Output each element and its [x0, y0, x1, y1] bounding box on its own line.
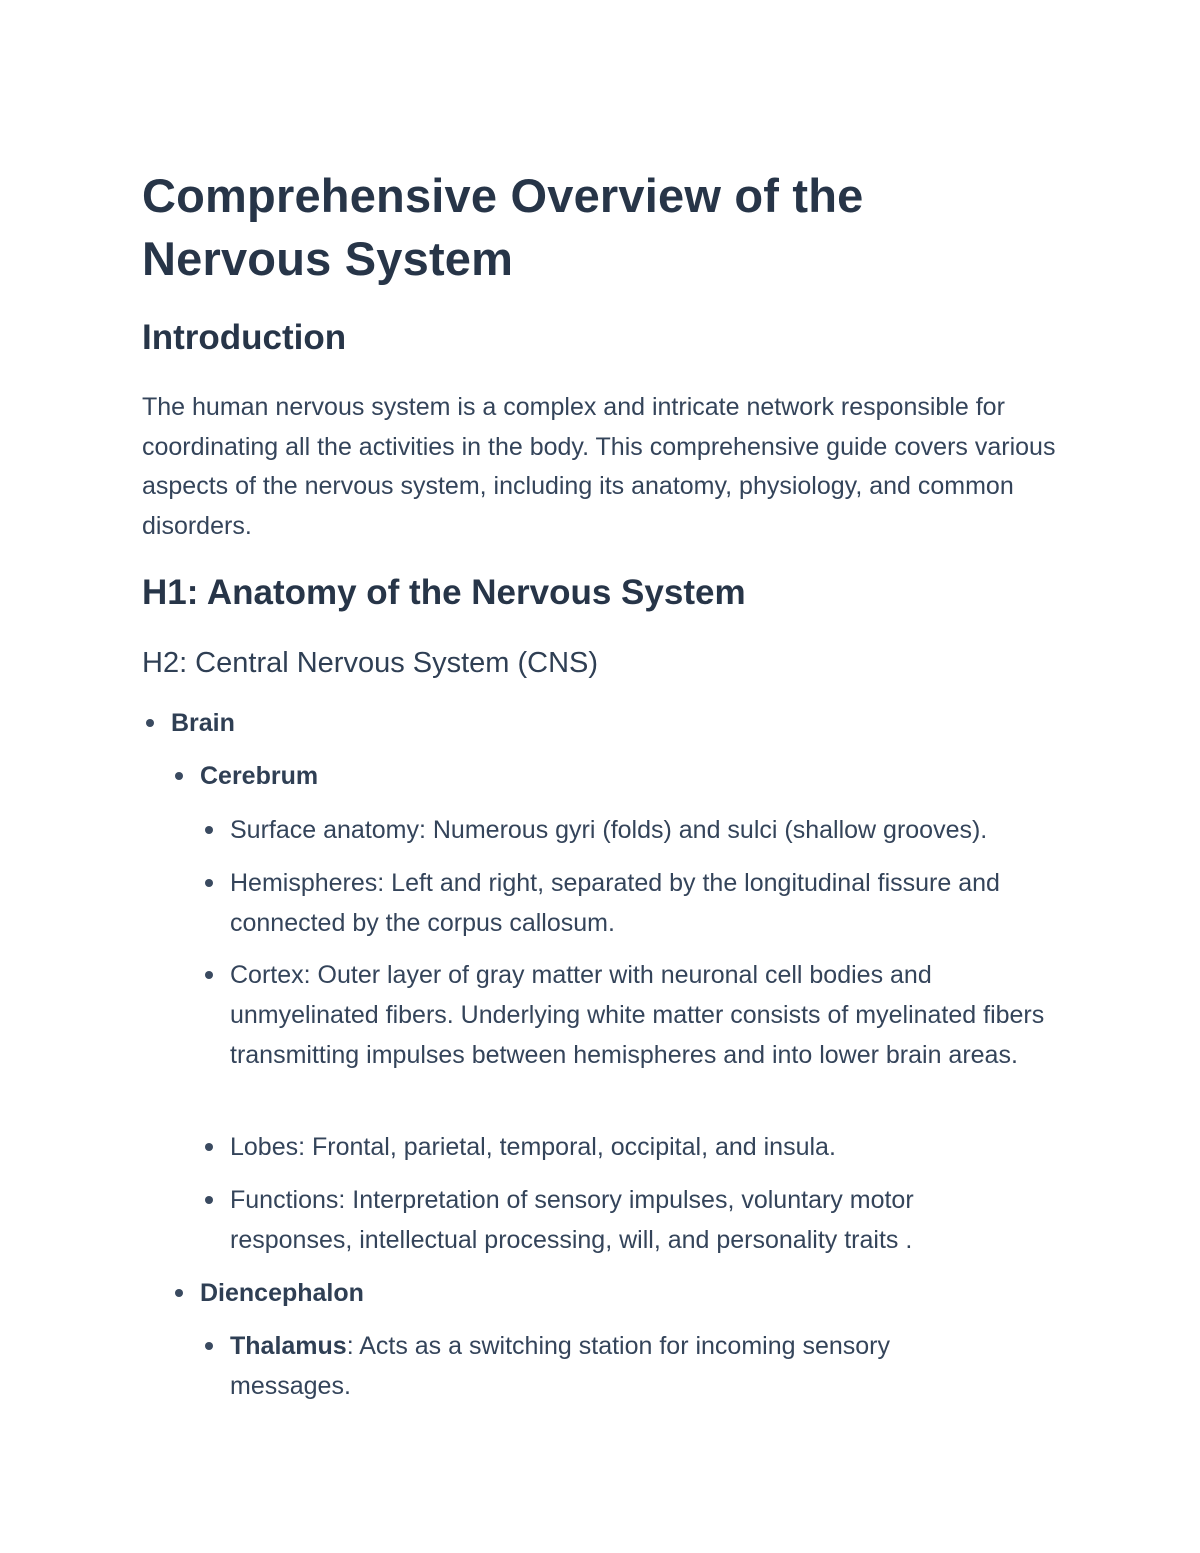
bullet-icon: [205, 879, 213, 887]
thalamus-description: : Acts as a switching station for incoming sensory messages.: [230, 1332, 891, 1400]
bullet-icon: [205, 1143, 213, 1151]
cerebrum-item-text: Lobes: Frontal, parietal, temporal, occipital, and insula.: [230, 1133, 836, 1161]
bullet-icon: [205, 826, 213, 834]
bullet-icon: [205, 1342, 213, 1350]
cns-subheading: H2: Central Nervous System (CNS): [142, 647, 599, 679]
list-item-cerebrum: [200, 756, 318, 796]
list-item-brain: [171, 703, 235, 743]
cerebrum-item-text: Hemispheres: Left and right, separated by the longitudinal fissure and connected by the corpus callosum.: [230, 869, 1000, 937]
bullet-icon: [146, 719, 154, 727]
list-item: [230, 1180, 1020, 1260]
thalamus-term: Thalamus: [230, 1332, 347, 1360]
introduction-heading: Introduction: [142, 318, 347, 357]
list-item-diencephalon: [200, 1273, 364, 1313]
list-item: [230, 1127, 1055, 1167]
list-item: [230, 955, 1055, 1075]
diencephalon-label: Diencephalon: [200, 1279, 364, 1307]
bullet-icon: [205, 1196, 213, 1204]
list-item-thalamus: [230, 1326, 990, 1406]
cerebrum-item-text: Surface anatomy: Numerous gyri (folds) and sulci (shallow grooves).: [230, 816, 988, 844]
list-item: [230, 863, 1045, 943]
page-title: Comprehensive Overview of the Nervous System: [142, 169, 864, 285]
cerebrum-item-text: Cortex: Outer layer of gray matter with neuronal cell bodies and unmyelinated fibers. Underlying white matter consists of myelinated fibers transmitting impulses between hemispheres and into lower brain areas.: [230, 961, 1045, 1069]
cerebrum-item-text: Functions: Interpretation of sensory impulses, voluntary motor responses, intellectual processing, will, and personality traits .: [230, 1186, 914, 1254]
brain-label: Brain: [171, 709, 235, 737]
bullet-icon: [205, 971, 213, 979]
bullet-icon: [175, 1289, 183, 1297]
list-item: [230, 810, 1080, 850]
introduction-paragraph: The human nervous system is a complex and intricate network responsible for coordinating all the activities in the body. This comprehensive guide covers various aspects of the nervous system, including its anatomy, physiology, and common disorders.: [142, 393, 1056, 540]
anatomy-heading: H1: Anatomy of the Nervous System: [142, 573, 746, 612]
bullet-icon: [175, 772, 183, 780]
cerebrum-label: Cerebrum: [200, 762, 319, 790]
